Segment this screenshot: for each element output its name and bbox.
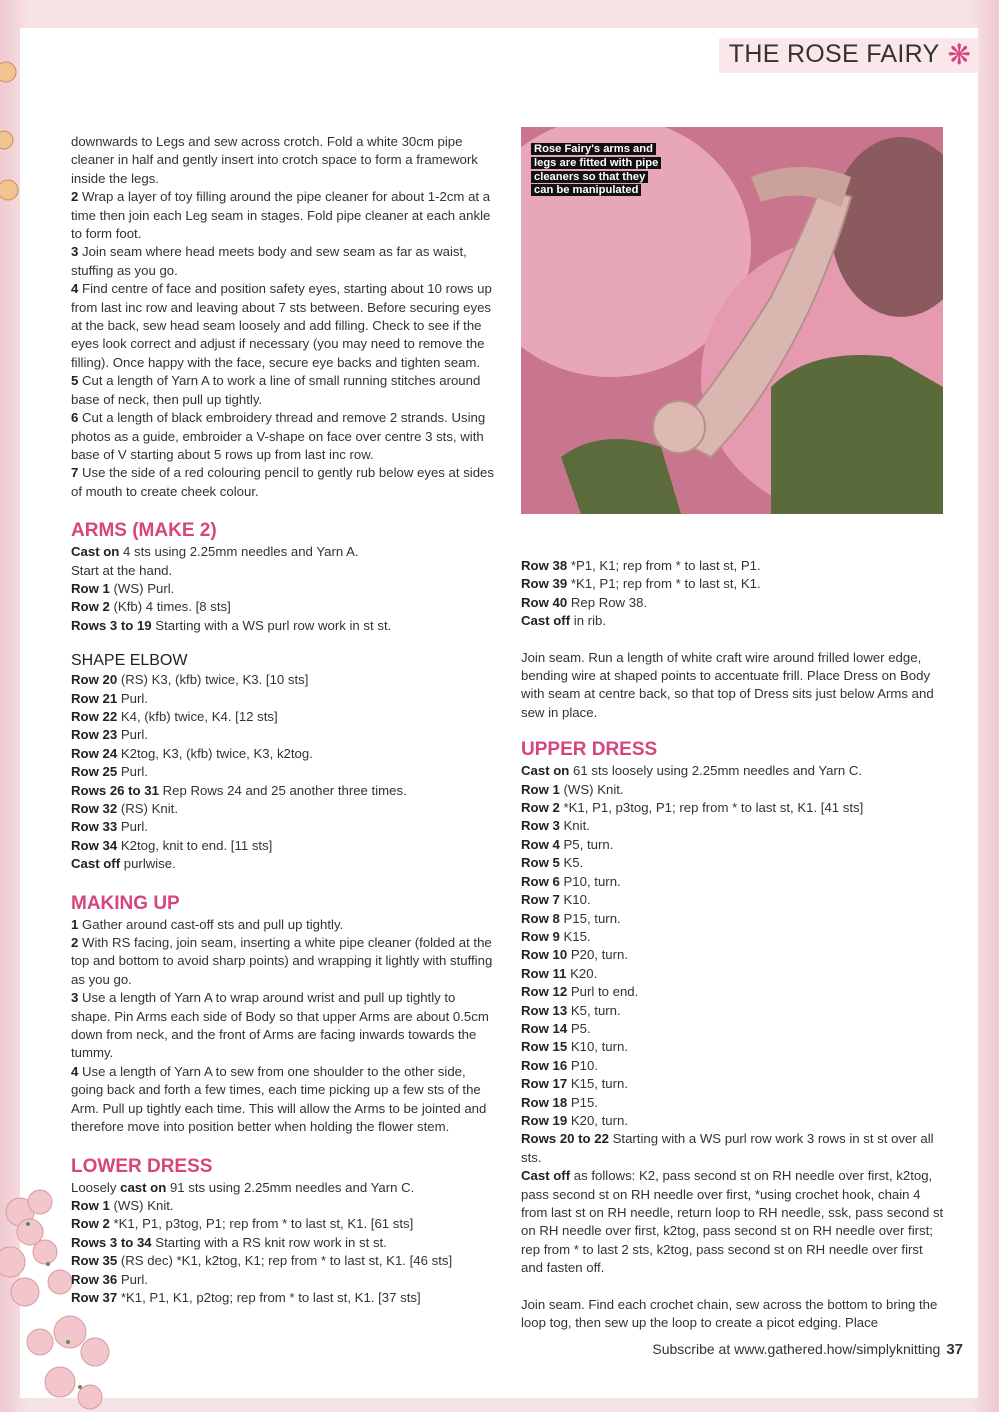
- page-title: THE ROSE FAIRY: [728, 40, 940, 68]
- pattern-row: Row 9 K15.: [521, 928, 591, 944]
- page-header: [719, 38, 979, 73]
- pattern-row: Row 1 (WS) Knit.: [521, 781, 624, 797]
- pattern-row: Row 25 Purl.: [71, 764, 148, 780]
- intro-step: 3 Join seam where head meets body and sew seam as far as waist, stuffing as you go.: [71, 244, 467, 278]
- pattern-row: Row 34 K2tog, knit to end. [11 sts]: [71, 837, 273, 853]
- pattern-row: Row 1 (WS) Knit.: [71, 1197, 174, 1213]
- intro-steps: [71, 188, 496, 501]
- right-column: [521, 557, 946, 1332]
- page-footer: [652, 1341, 963, 1358]
- pattern-row: Row 36 Purl.: [71, 1271, 148, 1287]
- intro-step: 6 Cut a length of black embroidery thread and remove 2 strands. Using photos as a guide, embroider a V-shape on face over centre 3 sts, with base of V starting about 5 rows up from last inc row.: [71, 410, 486, 462]
- pattern-row: Row 2 *K1, P1, p3tog, P1; rep from * to last st, K1. [41 sts]: [521, 800, 864, 816]
- pattern-row: Row 11 K20.: [521, 965, 598, 981]
- pattern-row: Row 2 *K1, P1, p3tog, P1; rep from * to last st, K1. [61 sts]: [71, 1216, 414, 1232]
- pattern-row: Row 7 K10.: [521, 892, 591, 908]
- making-up-steps: [71, 916, 496, 1137]
- intro-step: 2 Wrap a layer of toy filling around the pipe cleaner for about 1-2cm at a time then join each Leg seam in stages. Fold pipe cleaner at each ankle to form foot.: [71, 189, 491, 242]
- section-heading-arms: ARMS (MAKE 2): [71, 520, 217, 542]
- making-up-step: 1 Gather around cast-off sts and pull up tightly.: [71, 916, 344, 932]
- left-column: [71, 133, 496, 1307]
- pattern-row: Cast off purlwise.: [71, 856, 176, 872]
- intro-paragraph: downwards to Legs and sew across crotch. Fold a white 30cm pipe cleaner in half and gently insert into crotch space to form a framework inside the legs.: [71, 134, 478, 186]
- pattern-row: Row 40 Rep Row 38.: [521, 594, 648, 610]
- pattern-row: Row 2 (Kfb) 4 times. [8 sts]: [71, 599, 231, 615]
- pattern-row: Row 8 P15, turn.: [521, 910, 621, 926]
- pattern-row: Rows 26 to 31 Rep Rows 24 and 25 another three times.: [71, 782, 407, 798]
- page-number: 37: [946, 1341, 963, 1358]
- pattern-row: Row 16 P10.: [521, 1057, 598, 1073]
- pattern-row: Row 18 P15.: [521, 1094, 598, 1110]
- section-heading-upper-dress: UPPER DRESS: [521, 739, 658, 761]
- lower-dress-note: Join seam. Run a length of white craft wire around frilled lower edge, bending wire at shaped points to accentuate frill. Place Dress on Body with seam at centre back, so that top of Dress sits just below Arms and sew in place.: [521, 649, 934, 720]
- pattern-row: Row 13 K5, turn.: [521, 1002, 621, 1018]
- pattern-row: Cast off in rib.: [521, 613, 607, 629]
- subheading-shape-elbow: SHAPE ELBOW: [71, 652, 188, 670]
- pattern-row: Row 39 *K1, P1; rep from * to last st, K1.: [521, 576, 761, 592]
- lower-dress-lines: [71, 1179, 496, 1308]
- photo-caption: Rose Fairy's arms and legs are fitted with pipe cleaners so that they can be manipulated: [531, 143, 666, 198]
- pattern-row: Rows 20 to 22 Starting with a WS purl row work 3 rows in st st over all sts.: [521, 1131, 934, 1165]
- pattern-row: Row 38 *P1, K1; rep from * to last st, P1.: [521, 558, 761, 573]
- pattern-row: Row 32 (RS) Knit.: [71, 801, 178, 816]
- pattern-row: Row 21 Purl.: [71, 690, 148, 706]
- lower-dress-continued: [521, 557, 946, 631]
- pattern-row: Row 37 *K1, P1, K1, p2tog; rep from * to last st, K1. [37 sts]: [71, 1289, 421, 1305]
- pattern-row: Row 33 Purl.: [71, 819, 148, 835]
- pattern-row: Row 6 P10, turn.: [521, 873, 621, 889]
- intro-step: 4 Find centre of face and position safety eyes, starting about 10 rows up from last inc row and leaving about 7 sts between. Before securing eyes at the back, sew head seam loosely and add filling. Check to see if the eyes look correct and adjust if necessary (you may need to remove the filling). Once happy with the face, secure eye backs and tighten seam.: [71, 281, 492, 370]
- pattern-row: Start at the hand.: [71, 562, 173, 578]
- pattern-row: Cast on 61 sts loosely using 2.25mm needles and Yarn C.: [521, 763, 863, 779]
- pattern-row: Rows 3 to 34 Starting with a RS knit row work in st st.: [71, 1234, 387, 1250]
- pattern-row: Row 1 (WS) Purl.: [71, 580, 175, 596]
- arms-lines: [71, 543, 496, 635]
- section-heading-making-up: MAKING UP: [71, 892, 180, 914]
- pattern-row: Cast off as follows: K2, pass second st on RH needle over first, k2tog, pass second st on RH needle over first, *using crochet hook, chain 4 from last st on RH needle, return loop to RH needle, ssk, pass second st on RH needle over first, k2tog, pass second st on RH needle over first; rep from * to last 2 sts, k2tog, pass second st on RH needle over first and fasten off.: [521, 1168, 944, 1276]
- pattern-row: Row 17 K15, turn.: [521, 1076, 629, 1092]
- flower-edge-icon: [0, 50, 22, 210]
- pattern-row: Row 23 Purl.: [71, 727, 148, 743]
- pattern-row: Row 22 K4, (kfb) twice, K4. [12 sts]: [71, 708, 278, 724]
- pattern-row: Row 35 (RS dec) *K1, k2tog, K1; rep from * to last st, K1. [46 sts]: [71, 1253, 453, 1269]
- fairy-photo: [521, 127, 943, 514]
- pattern-row: Row 12 Purl to end.: [521, 984, 639, 1000]
- pattern-row: Row 19 K20, turn.: [521, 1112, 629, 1128]
- pattern-row: Cast on 4 sts using 2.25mm needles and Yarn A.: [71, 544, 359, 560]
- intro-step: 5 Cut a length of Yarn A to work a line of small running stitches around base of neck, then pull up tightly.: [71, 373, 481, 407]
- pattern-row: Row 15 K10, turn.: [521, 1039, 629, 1055]
- pattern-row: Rows 3 to 19 Starting with a WS purl row work in st st.: [71, 617, 392, 633]
- elbow-lines: [71, 671, 496, 873]
- upper-dress-note: Join seam. Find each crochet chain, sew across the bottom to bring the loop tog, then sew up the loop to create a picot edging. Place: [521, 1296, 938, 1331]
- pattern-row: Row 24 K2tog, K3, (kfb) twice, K3, k2tog.: [71, 745, 313, 761]
- pattern-row: Row 3 Knit.: [521, 818, 590, 834]
- subscribe-text: Subscribe at www.gathered.how/simplyknitting: [652, 1341, 941, 1357]
- making-up-step: 2 With RS facing, join seam, inserting a white pipe cleaner (folded at the top and bottom to avoid sharp points) and wrapping it lightly with stuffing as you go.: [71, 935, 493, 987]
- asterisk-flower-icon: ❋: [947, 38, 971, 70]
- pattern-row: Loosely cast on 91 sts using 2.25mm needles and Yarn C.: [71, 1179, 415, 1195]
- pattern-row: Row 14 P5.: [521, 1020, 591, 1036]
- pattern-row: Row 5 K5.: [521, 855, 584, 871]
- section-heading-lower-dress: LOWER DRESS: [71, 1155, 213, 1177]
- pattern-row: Row 10 P20, turn.: [521, 947, 629, 963]
- intro-step: 7 Use the side of a red colouring pencil to gently rub below eyes at sides of mouth to create cheek colour.: [71, 465, 494, 499]
- upper-dress-lines: [521, 762, 946, 1277]
- pattern-row: Row 4 P5, turn.: [521, 836, 614, 852]
- making-up-step: 3 Use a length of Yarn A to wrap around wrist and pull up tightly to shape. Pin Arms each side of Body so that upper Arms are about 0.5cm down from neck, and the front of Arms are facing inwards towards the tummy.: [71, 990, 489, 1061]
- pattern-row: Row 20 (RS) K3, (kfb) twice, K3. [10 sts]: [71, 672, 309, 688]
- making-up-step: 4 Use a length of Yarn A to sew from one shoulder to the other side, going back and forth a few times, each time picking up a few sts of the Arm. Pull up tightly each time. This will allow the Arms to be jointed and therefore move into position better when holding the flower stem.: [71, 1063, 487, 1135]
